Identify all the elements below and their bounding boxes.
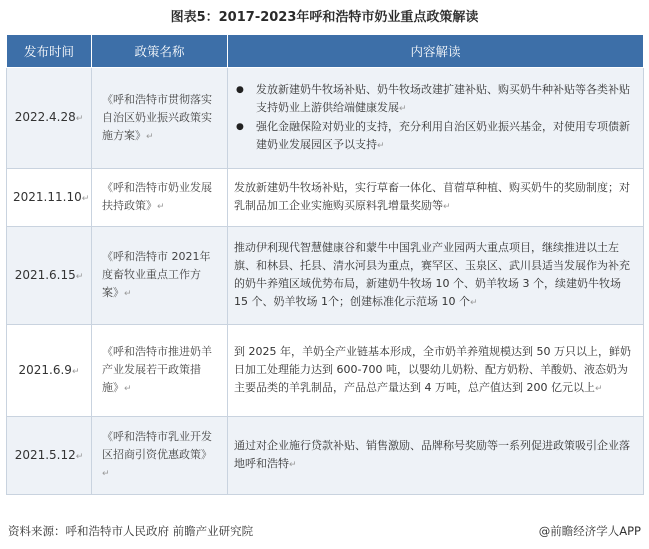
row-date: 2022.4.28↵ [7, 68, 92, 169]
table-row [7, 325, 644, 417]
row-policy-name: 《呼和浩特市贯彻落实自治区奶业振兴政策实施方案》↵ [92, 68, 228, 169]
brand-credit: @前瞻经济学人APP [538, 524, 641, 538]
header-policy-name: 政策名称 [92, 35, 228, 68]
policy-table [6, 34, 644, 495]
row-policy-name: 《呼和浩特市 2021年度畜牧业重点工作方案》↵ [92, 227, 228, 325]
row-date: 2021.6.9↵ [7, 325, 92, 417]
table-header-row [7, 35, 644, 68]
header-date: 发布时间 [7, 35, 92, 68]
table-row [7, 169, 644, 227]
row-content: 通过对企业施行贷款补贴、销售激励、品牌称号奖励等一系列促进政策吸引企业落地呼和浩特↵ [228, 417, 644, 495]
row-date: 2021.11.10↵ [7, 169, 92, 227]
row-date: 2021.6.15↵ [7, 227, 92, 325]
row-date: 2021.5.12↵ [7, 417, 92, 495]
row-content: 推动伊利现代智慧健康谷和蒙牛中国乳业产业园两大重点项目，继续推进以土左旗、和林县、托县、清水河县为重点，赛罕区、玉泉区、武川县适当发展作为补充的奶牛养殖区域优势布局，新建奶牛牧场 10 个、奶羊牧场 3 个，续建奶牛牧场 15 个、奶羊牧场 1个；创建标准化示范场 10 个↵ [228, 227, 644, 325]
source-note: 资料来源：呼和浩特市人民政府 前瞻产业研究院 [8, 524, 254, 538]
table-row [7, 227, 644, 325]
row-policy-name: 《呼和浩特市推进奶羊产业发展若干政策措施》↵ [92, 325, 228, 417]
row-content: 发放新建奶牛牧场补贴，实行草畜一体化、苜蓿草种植、购买奶牛的奖励制度；对乳制品加工企业实施购买原料乳增量奖励等↵ [228, 169, 644, 227]
row-content: 到 2025 年，羊奶全产业链基本形成，全市奶羊养殖规模达到 50 万只以上，鲜奶日加工处理能力达到 600-700 吨，以婴幼儿奶粉、配方奶粉、羊酸奶、液态奶为主要品类的羊乳制品，产品总产量达到 4 万吨，总产值达到 200 亿元以上↵ [228, 325, 644, 417]
row-content [228, 68, 644, 169]
bullet-item: ● 强化金融保险对奶业的支持，充分利用自治区奶业振兴基金，对使用专项债新建奶业发展园区予以支持↵ [256, 118, 637, 155]
header-content: 内容解读 [228, 35, 644, 68]
table-row [7, 68, 644, 169]
table-row [7, 417, 644, 495]
chart-title: 图表5：2017-2023年呼和浩特市奶业重点政策解读 [170, 10, 479, 25]
bullet-item: ● 发放新建奶牛牧场补贴、奶牛牧场改建扩建补贴、购买奶牛种补贴等各类补贴支持奶业上游供给端健康发展↵ [256, 81, 637, 118]
row-policy-name: 《呼和浩特市奶业发展扶持政策》↵ [92, 169, 228, 227]
row-policy-name: 《呼和浩特市乳业开发区招商引资优惠政策》↵ [92, 417, 228, 495]
